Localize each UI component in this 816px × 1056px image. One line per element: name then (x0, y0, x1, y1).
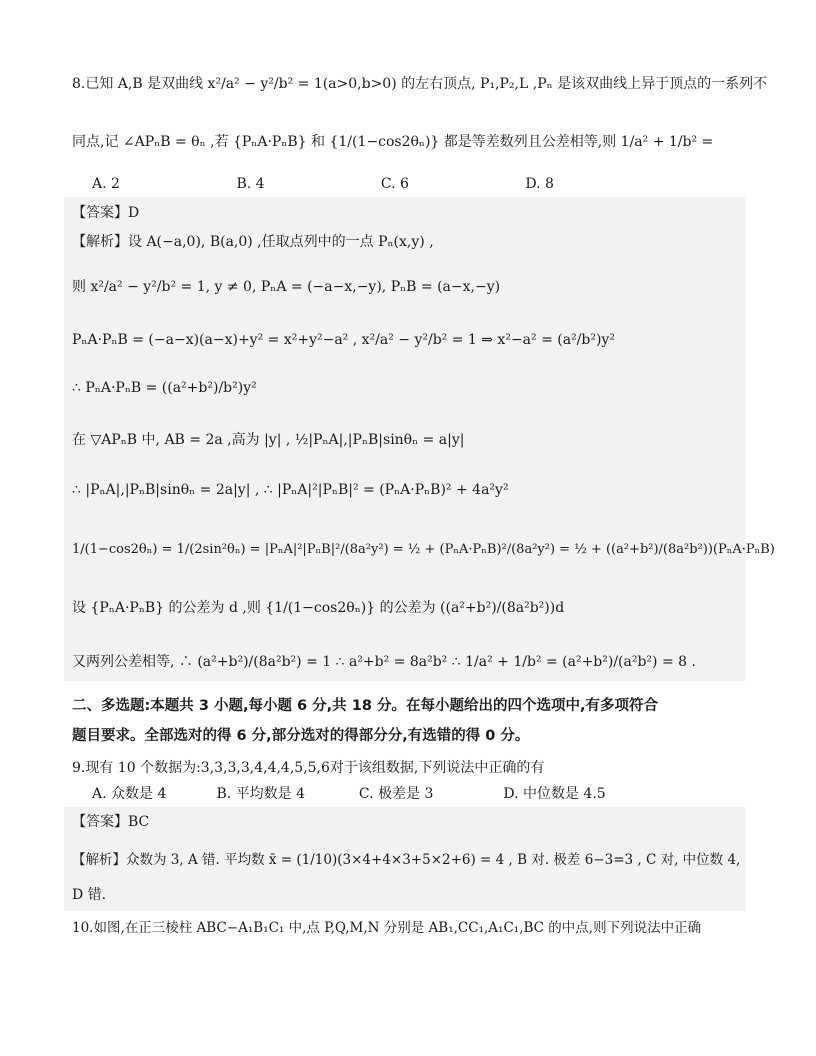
q9-option-c: C. 极差是 3 (358, 786, 434, 802)
q9-analysis-line2: D 错. (72, 887, 107, 903)
q9-analysis-line1: 【解析】众数为 3, A 错. 平均数 x̄ = (1/10)(3×4+4×3+5×2+6) = 4 , B 对. 极差 6−3=3 , C 对, 中位数 4, (72, 852, 741, 868)
q9-option-a: A. 众数是 4 (92, 786, 167, 802)
q8-option-a: A. 2 (92, 176, 120, 192)
q8-analysis-line: ∴ |PₙA|,|PₙB|sinθₙ = 2a|y| , ∴ |PₙA|²|PₙB|² = (PₙA·PₙB)² + 4a²y² (72, 482, 509, 498)
q9-options (92, 784, 744, 804)
q8-analysis-line: 1/(1−cos2θₙ) = 1/(2sin²θₙ) = |PₙA|²|PₙB|²/(8a²y²) = ½ + (PₙA·PₙB)²/(8a²y²) = ½ + ((a²+b²)/(8a²b²))(PₙA·PₙB) (72, 542, 775, 557)
q8-analysis-line: 又两列公差相等, ∴ (a²+b²)/(8a²b²) = 1 ∴ a²+b² = 8a²b² ∴ 1/a² + 1/b² = (a²+b²)/(a²b²) = 8 . (72, 654, 696, 670)
q10-stem: 10.如图,在正三棱柱 ABC−A₁B₁C₁ 中,点 P,Q,M,N 分别是 AB₁,CC₁,A₁C₁,BC 的中点,则下列说法中正确 (72, 920, 702, 936)
q8-stem-line2: 同点,记 ∠APₙB = θₙ ,若 {PₙA·PₙB} 和 {1/(1−cos2θₙ)} 都是等差数列且公差相等,则 1/a² + 1/b² = (72, 134, 714, 150)
q9-option-b: B. 平均数是 4 (216, 786, 305, 802)
q9-option-d: D. 中位数是 4.5 (503, 786, 606, 802)
q9-stem: 9.现有 10 个数据为:3,3,3,3,4,4,4,5,5,6对于该组数据,下列说法中正确的有 (72, 760, 545, 776)
section2-heading-line1: 二、多选题:本题共 3 小题,每小题 6 分,共 18 分。在每小题给出的四个选项中,有多项符合 (72, 698, 658, 714)
q8-answer: 【答案】D (72, 205, 140, 221)
q8-analysis-line: 设 {PₙA·PₙB} 的公差为 d ,则 {1/(1−cos2θₙ)} 的公差为 ((a²+b²)/(8a²b²))d (72, 600, 565, 616)
q8-analysis-line: 则 x²/a² − y²/b² = 1, y ≠ 0, PₙA = (−a−x,−y), PₙB = (a−x,−y) (72, 279, 501, 295)
q8-option-c: C. 6 (380, 176, 409, 192)
q9-answer: 【答案】BC (72, 814, 150, 830)
q8-option-b: B. 4 (236, 176, 265, 192)
q8-analysis-line: ∴ PₙA·PₙB = ((a²+b²)/b²)y² (72, 380, 257, 396)
q8-analysis-line: PₙA·PₙB = (−a−x)(a−x)+y² = x²+y²−a² , x²/a² − y²/b² = 1 ⇒ x²−a² = (a²/b²)y² (72, 332, 615, 348)
q8-option-d: D. 8 (525, 176, 554, 192)
section2-heading-line2: 题目要求。全部选对的得 6 分,部分选对的得部分分,有选错的得 0 分。 (72, 728, 530, 744)
q8-options (92, 174, 744, 194)
q8-analysis-line: 【解析】设 A(−a,0), B(a,0) ,任取点列中的一点 Pₙ(x,y) , (72, 234, 434, 250)
q8-analysis-line: 在 ▽APₙB 中, AB = 2a ,高为 |y| , ½|PₙA|,|PₙB|sinθₙ = a|y| (72, 432, 465, 448)
q8-stem-line1: 8.已知 A,B 是双曲线 x²/a² − y²/b² = 1(a>0,b>0) 的左右顶点, P₁,P₂,L ,Pₙ 是该双曲线上异于顶点的一系列不 (72, 76, 768, 92)
